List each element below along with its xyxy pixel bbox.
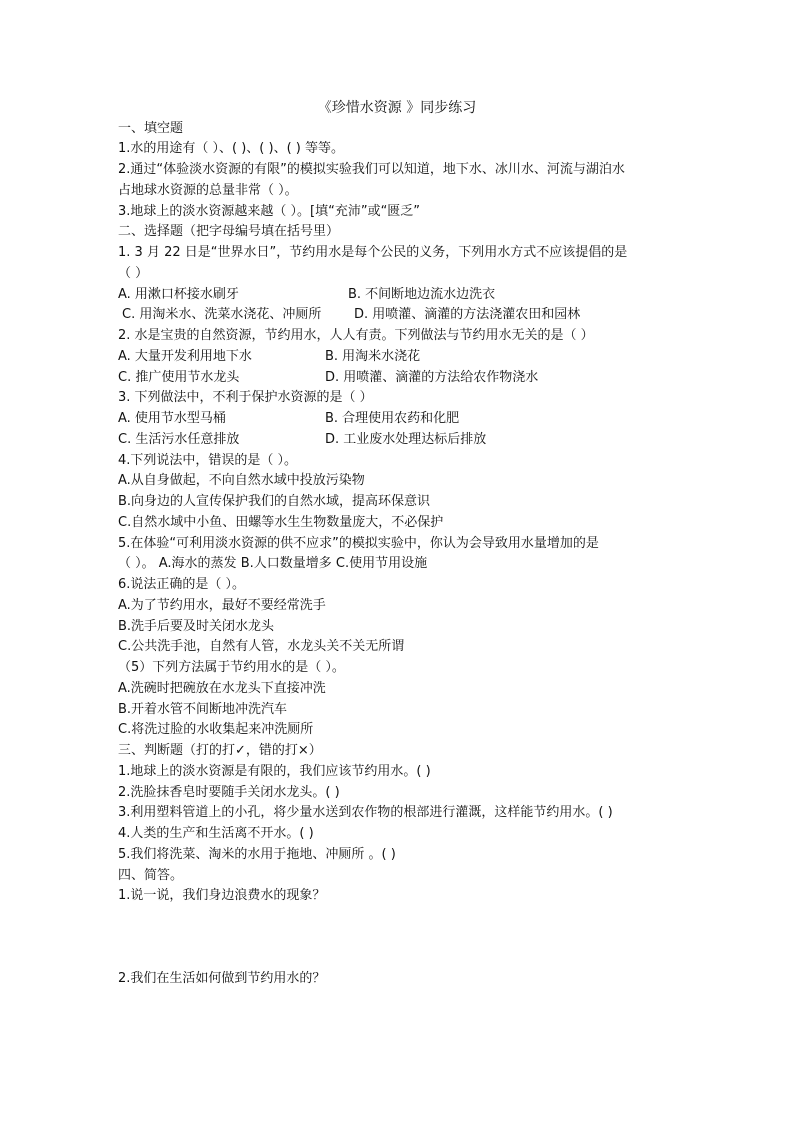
fill-question-2-line-2: 占地球水资源的总量非常（ ）。 bbox=[118, 183, 298, 198]
choice-3-option-b: B. 合理使用农药和化肥 bbox=[325, 411, 460, 426]
choice-7-option-a: A.洗碗时把碗放在水龙头下直接冲洗 bbox=[118, 681, 326, 696]
choice-question-6: 6.说法正确的是（ ）。 bbox=[118, 577, 246, 592]
choice-2-option-a: A. 大量开发利用地下水 bbox=[118, 349, 252, 364]
judgment-question-2: 2.洗脸抹香皂时要随手关闭水龙头。( ) bbox=[118, 785, 340, 800]
choice-6-option-b: B.洗手后要及时关闭水龙头 bbox=[118, 619, 275, 634]
choice-question-3: 3. 下列做法中，不利于保护水资源的是（ ） bbox=[118, 390, 373, 405]
fill-question-3: 3.地球上的淡水资源越来越（ ）。[填“充沛”或“匮乏” bbox=[118, 204, 421, 219]
short-answer-question-1: 1.说一说，我们身边浪费水的现象？ bbox=[118, 888, 326, 903]
section-choice-heading: 二、选择题（把字母编号填在括号里） bbox=[118, 224, 340, 239]
section-judgment-heading: 三、判断题（打的打✓，错的打×） bbox=[118, 743, 322, 758]
choice-question-7: （5）下列方法属于节约用水的是（ ）。 bbox=[118, 660, 345, 675]
section-fill-in-heading: 一、填空题 bbox=[118, 121, 184, 136]
short-answer-question-2: 2.我们在生活如何做到节约用水的？ bbox=[118, 971, 326, 986]
choice-2-option-c: C. 推广使用节水龙头 bbox=[118, 370, 240, 385]
choice-question-5-line-2: （ ）。 A.海水的蒸发 B.人口数量增多 C.使用节用设施 bbox=[118, 556, 428, 571]
choice-1-option-b: B. 不间断地边流水边洗衣 bbox=[348, 287, 496, 302]
judgment-question-5: 5.我们将洗菜、淘米的水用于拖地、冲厕所 。( ) bbox=[118, 847, 396, 862]
choice-1-option-c: C. 用淘米水、洗菜水浇花、冲厕所 bbox=[122, 307, 322, 322]
choice-question-5-line-1: 5.在体验“可利用淡水资源的供不应求”的模拟实验中，你认为会导致用水量增加的是 bbox=[118, 536, 599, 551]
choice-question-1-line-2: （ ） bbox=[118, 266, 149, 281]
choice-4-option-c: C.自然水域中小鱼、田螺等水生生物数量庞大，不必保护 bbox=[118, 515, 444, 530]
choice-question-1-line-1: 1. 3 月 22 日是“世界水日”，节约用水是每个公民的义务，下列用水方式不应该提倡的是 bbox=[118, 245, 628, 260]
judgment-question-1: 1.地球上的淡水资源是有限的，我们应该节约用水。( ) bbox=[118, 764, 431, 779]
choice-7-option-b: B.开着水管不间断地冲洗汽车 bbox=[118, 702, 288, 717]
choice-3-option-a: A. 使用节水型马桶 bbox=[118, 411, 226, 426]
choice-4-option-a: A.从自身做起，不向自然水域中投放污染物 bbox=[118, 473, 365, 488]
judgment-question-4: 4.人类的生产和生活离不开水。( ) bbox=[118, 826, 314, 841]
judgment-question-3: 3.利用塑料管道上的小孔，将少量水送到农作物的根部进行灌溉，这样能节约用水。( ) bbox=[118, 805, 613, 820]
choice-6-option-a: A.为了节约用水，最好不要经常洗手 bbox=[118, 598, 326, 613]
choice-2-option-b: B. 用淘米水浇花 bbox=[325, 349, 421, 364]
choice-1-option-a: A. 用漱口杯接水刷牙 bbox=[118, 287, 239, 302]
fill-question-2-line-1: 2.通过“体验淡水资源的有限”的模拟实验我们可以知道，地下水、冰川水、河流与湖泊水 bbox=[118, 162, 625, 177]
choice-1-option-d: D. 用喷灌、滴灌的方法浇灌农田和园林 bbox=[354, 307, 581, 322]
choice-2-option-d: D. 用喷灌、滴灌的方法给农作物浇水 bbox=[325, 370, 539, 385]
choice-6-option-c: C.公共洗手池，自然有人管，水龙头关不关无所谓 bbox=[118, 639, 405, 654]
choice-4-option-b: B.向身边的人宣传保护我们的自然水域，提高环保意识 bbox=[118, 494, 431, 509]
section-short-answer-heading: 四、简答。 bbox=[118, 868, 184, 883]
choice-3-option-c: C. 生活污水任意排放 bbox=[118, 432, 240, 447]
choice-question-2: 2. 水是宝贵的自然资源，节约用水，人人有责。下列做法与节约用水无关的是（ ） bbox=[118, 328, 594, 343]
page-title: 《珍惜水资源 》同步练习 bbox=[317, 100, 477, 116]
choice-7-option-c: C.将洗过脸的水收集起来冲洗厕所 bbox=[118, 722, 314, 737]
choice-question-4: 4.下列说法中，错误的是（ ）。 bbox=[118, 453, 298, 468]
choice-3-option-d: D. 工业废水处理达标后排放 bbox=[325, 432, 487, 447]
fill-question-1: 1.水的用途有（ ）、( )、( )、( ) 等等。 bbox=[118, 141, 344, 156]
